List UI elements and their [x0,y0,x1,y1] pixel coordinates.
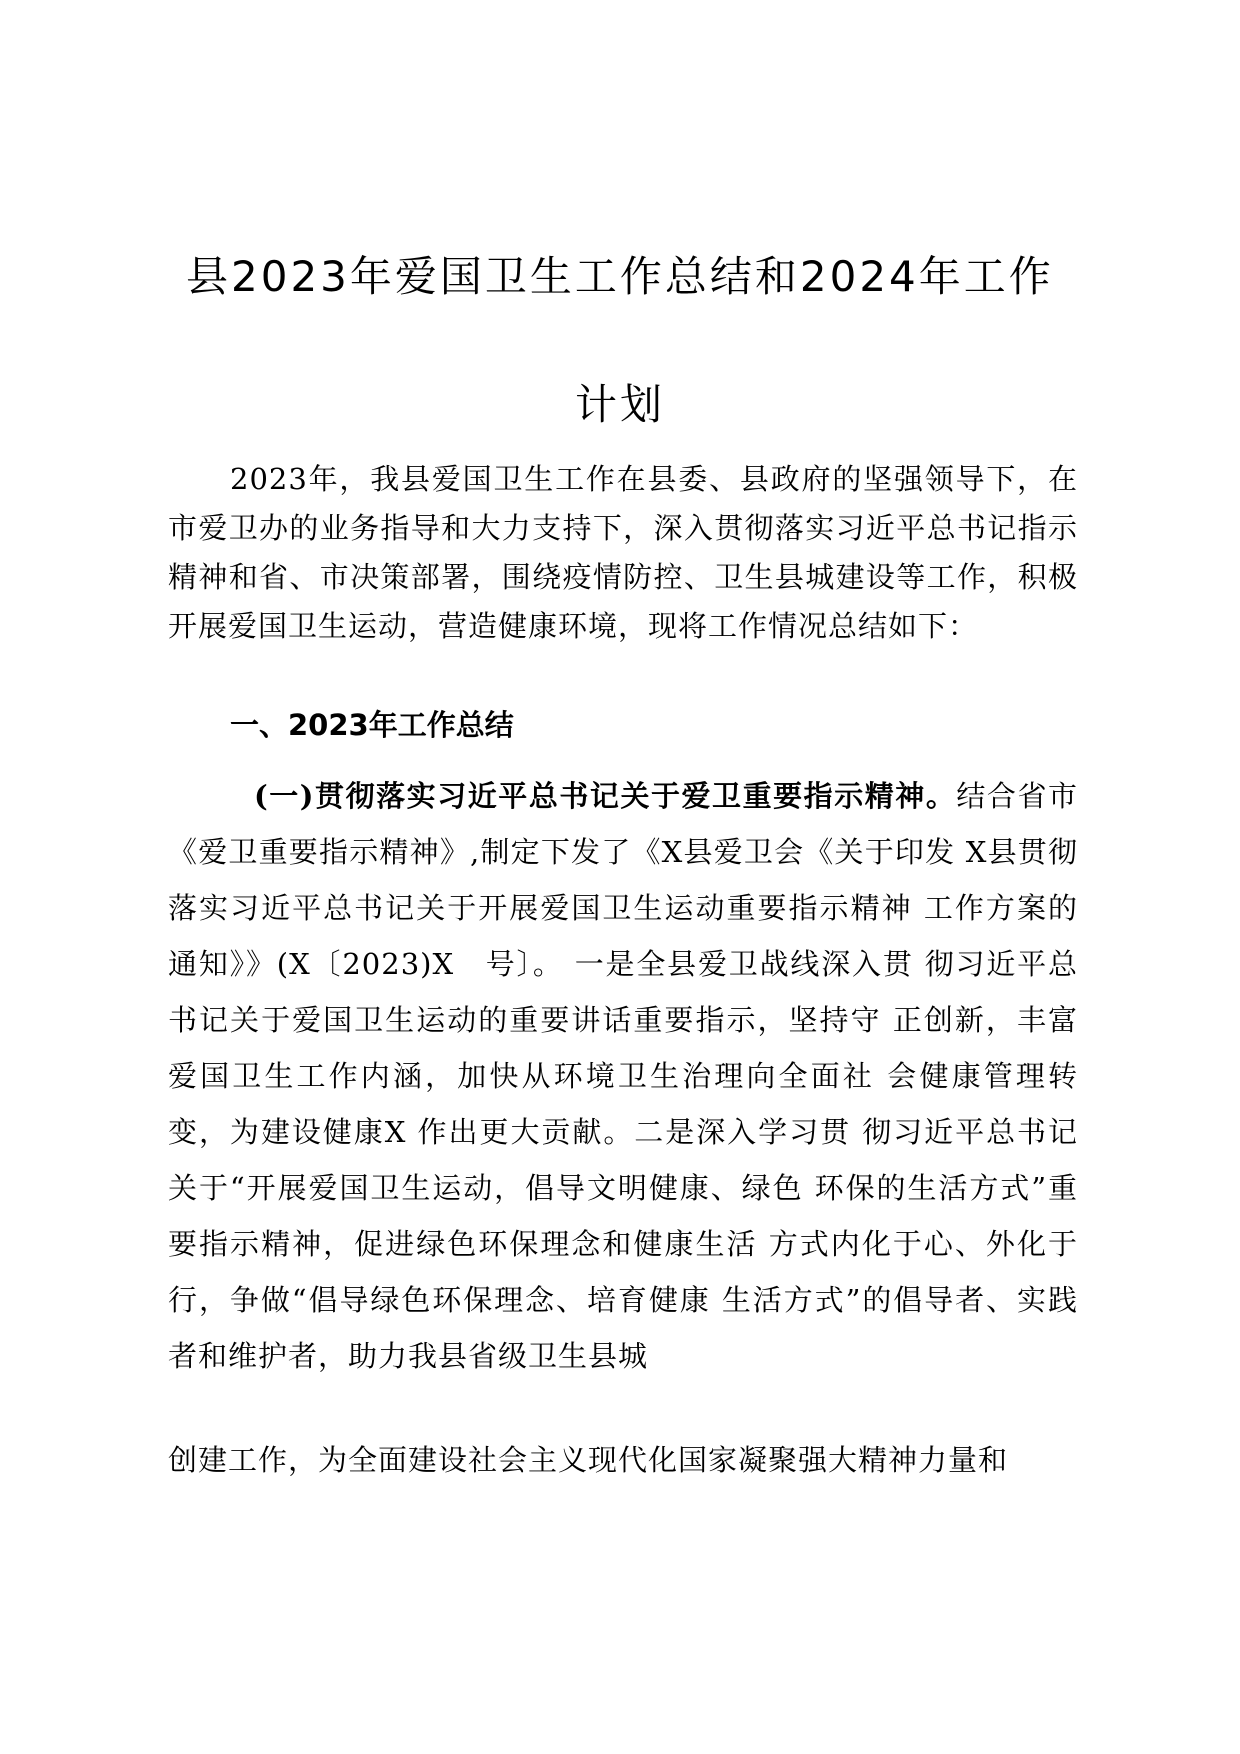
document-title: 县2023年爱国卫生工作总结和2024年工作 [186,252,1054,301]
subsection-1-text: 结合省市《爱卫重要指示精神》,制定下发了《X县爱卫会《关于印发 X县贯彻落实习近平总书记关于开展爱国卫生运动重要指示精神 工作方案的通知》》(X〔2023)X 号〕。 一是全县爱卫战线深入贯 彻习近平总书记关于爱国卫生运动的重要讲话重要指示，坚持守 正创新，丰富爱国卫生工作内涵，加快从环境卫生治理向全面社 会健康管理转变，为建设健康X 作出更大贡献。二是深入学习贯 彻习近平总书记关于“开展爱国卫生运动，倡导文明健康、绿色 环保的生活方式”重要指示精神，促进绿色环保理念和健康生活 方式内化于心、外化于行，争做“倡导绿色环保理念、培育健康 生活方式”的倡导者、实践者和维护者，助力我县省级卫生县城 [168,779,1078,1373]
intro-paragraph: 2023年，我县爱国卫生工作在县委、县政府的坚强领导下，在市爱卫办的业务指导和大力支持下，深入贯彻落实习近平总书记指示精神和省、市决策部署，围绕疫情防控、卫生县城建设等工作，积极开展爱国卫生运动，营造健康环境，现将工作情况总结如下： [168,462,1078,643]
subsection-1-paragraph [168,768,1078,1384]
continuation-line: 创建工作，为全面建设社会主义现代化国家凝聚强大精神力量和 [168,1443,1009,1477]
document-subtitle: 计划 [574,380,665,429]
subsection-1-heading: (一)贯彻落实习近平总书记关于爱卫重要指示精神。 [254,779,957,813]
section-heading-1: 一、2023年工作总结 [230,708,514,742]
